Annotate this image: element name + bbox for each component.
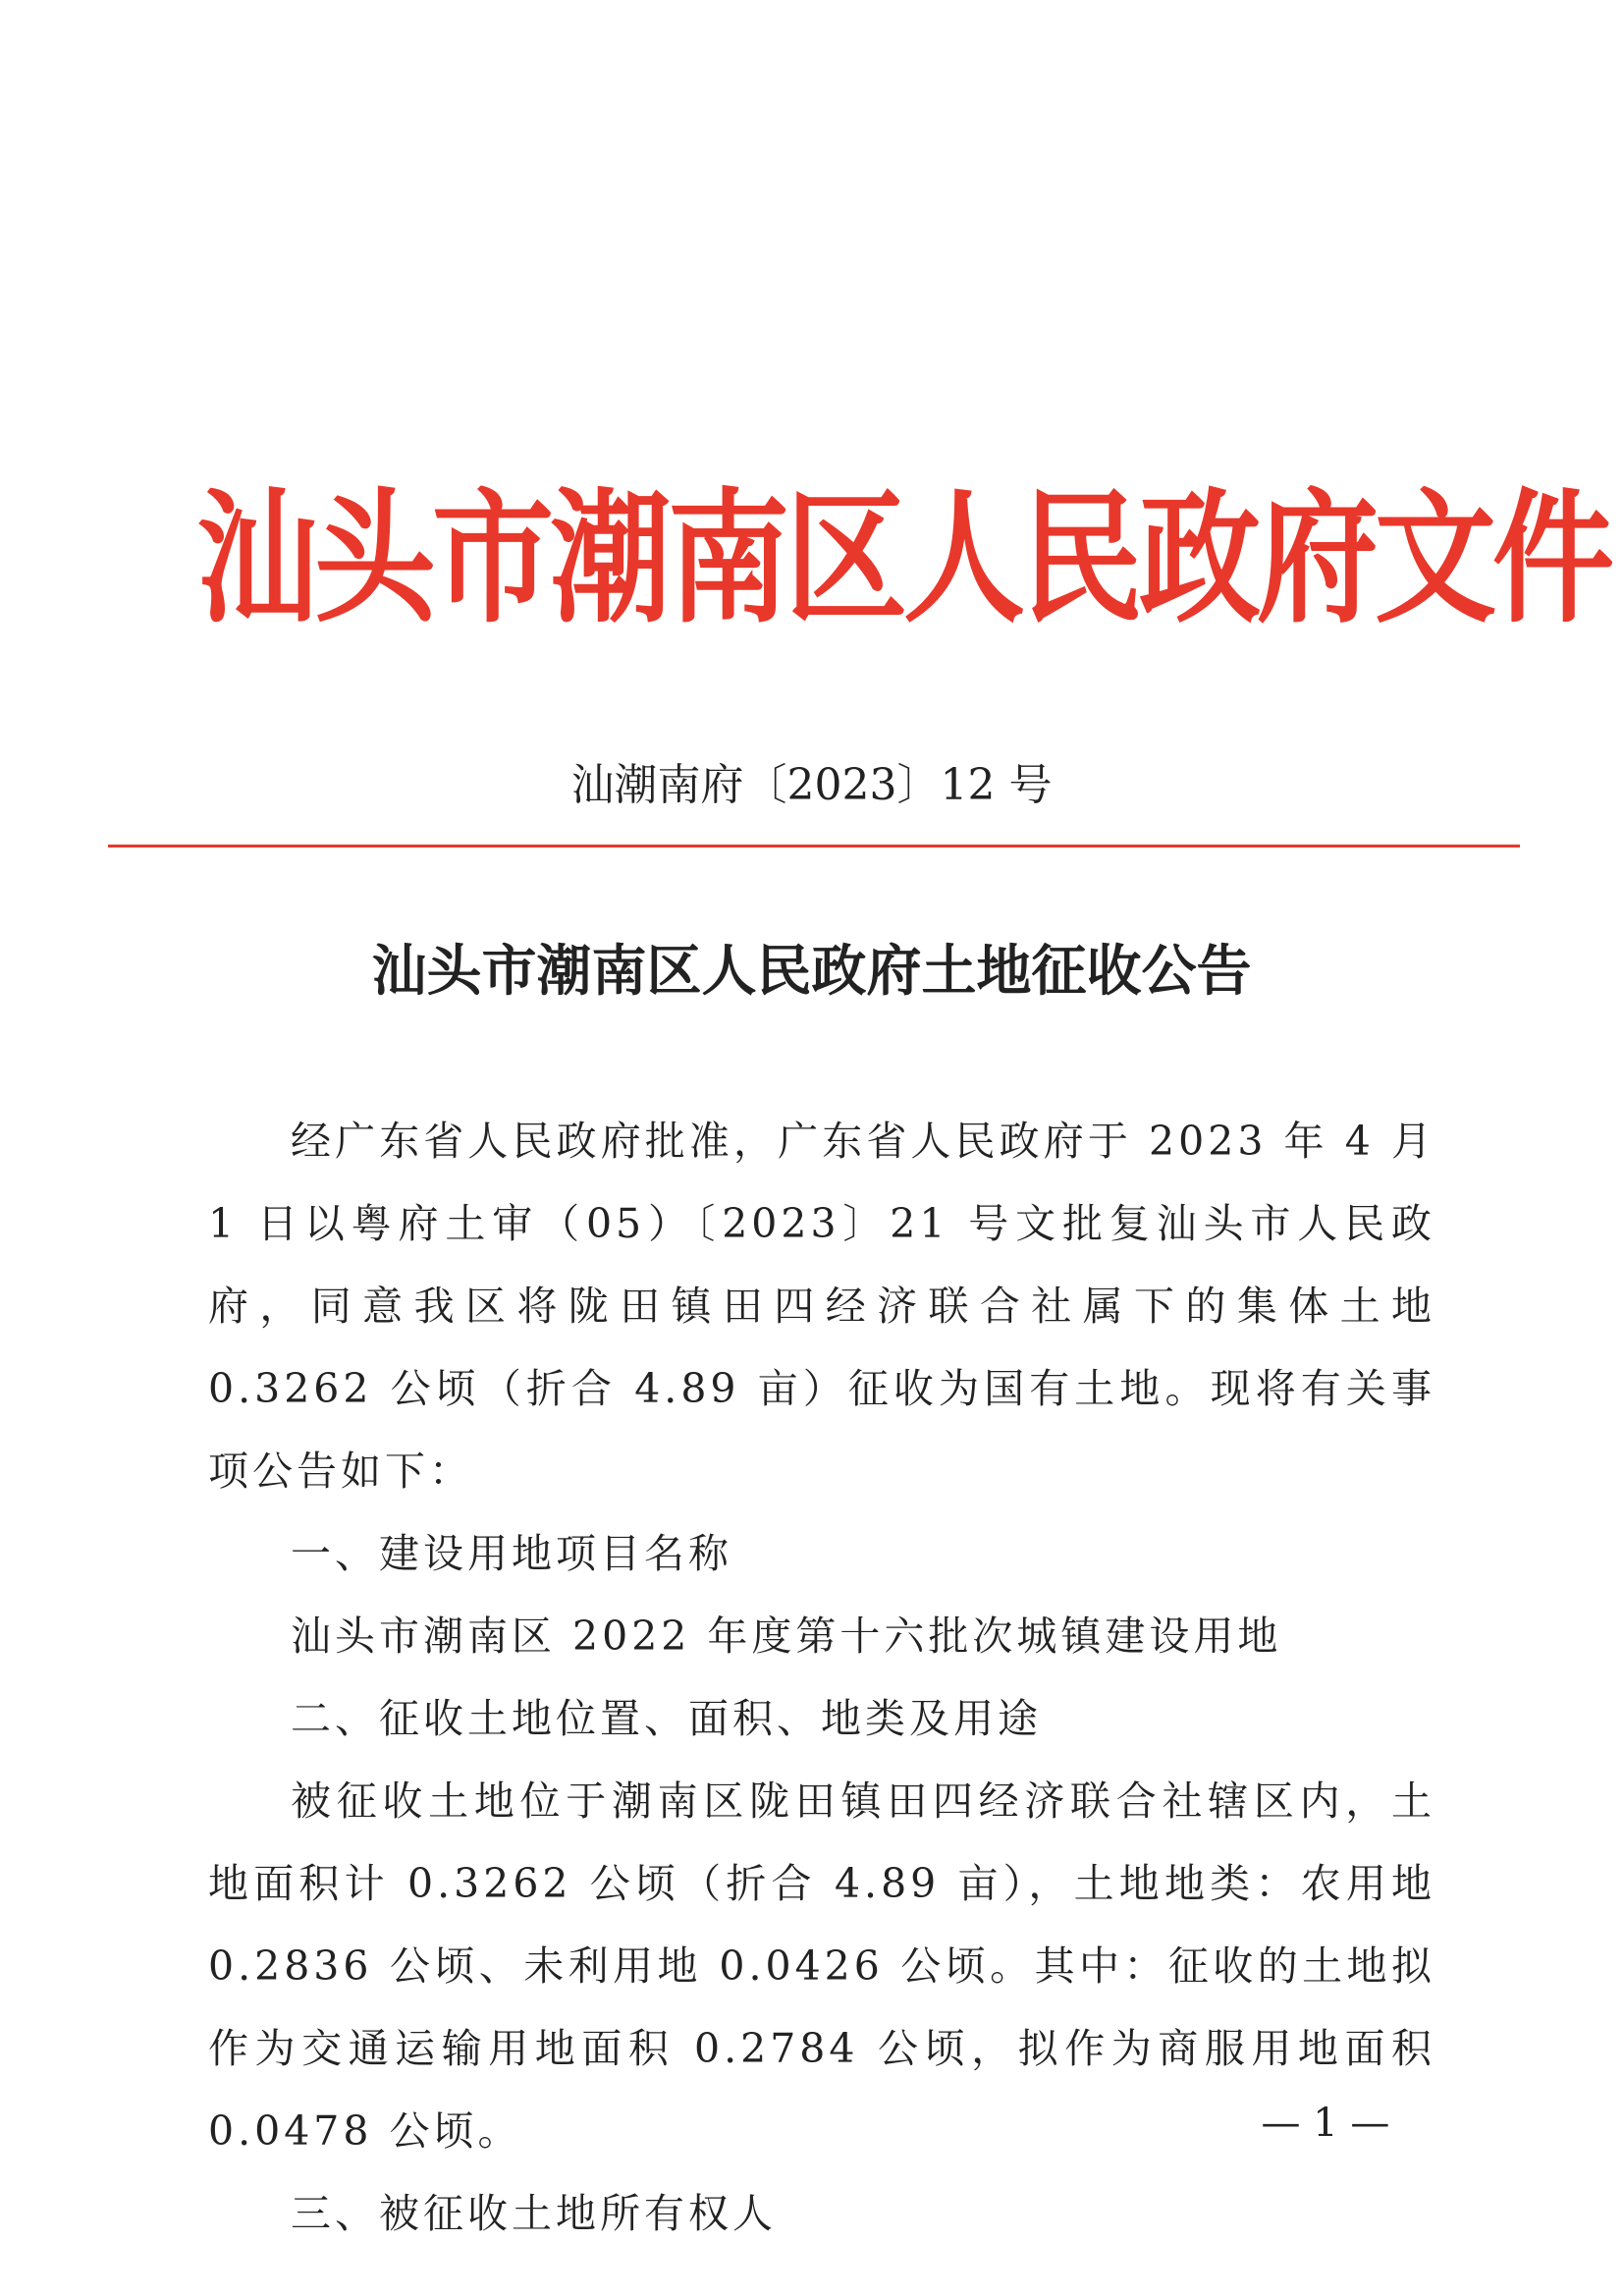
notice-title: 汕头市潮南区人民政府土地征收公告 xyxy=(371,940,1252,1004)
section-heading-1: 一、建设用地项目名称 xyxy=(291,1530,732,1577)
section-heading-3: 三、被征收土地所有权人 xyxy=(291,2190,777,2237)
document-number: 汕潮南府〔2023〕12 号 xyxy=(570,760,1053,810)
paragraph-land-details: 被征收土地位于潮南区陇田镇田四经济联合社辖区内，土地面积计 0.3262 公顷（折合 4.89 亩），土地地类：农用地 0.2836 公顷、未利用地 0.0426 公顷。其中：征收的土地拟作为交通运输用地面积 0.2784 公顷，拟作为商服用地面积 0.0478 公顷。 xyxy=(208,1777,1435,2155)
masthead-title: 汕头市潮南区人民政府文件 xyxy=(196,476,1611,643)
red-separator-line xyxy=(108,845,1520,847)
paragraph-project-name: 汕头市潮南区 2022 年度第十六批次城镇建设用地 xyxy=(291,1613,1282,1660)
paragraph-intro: 经广东省人民政府批准，广东省人民政府于 2023 年 4 月 1 日以粤府土审（05）〔2023〕21 号文批复汕头市人民政府，同意我区将陇田镇田四经济联合社属下的集体土地 0.3262 公顷（折合 4.89 亩）征收为国有土地。现将有关事项公告如下： xyxy=(208,1118,1435,1495)
page-number: — 1 — xyxy=(1261,2101,1390,2146)
body-text xyxy=(208,1100,1435,2255)
section-heading-2: 二、征收土地位置、面积、地类及用途 xyxy=(291,1695,1042,1742)
